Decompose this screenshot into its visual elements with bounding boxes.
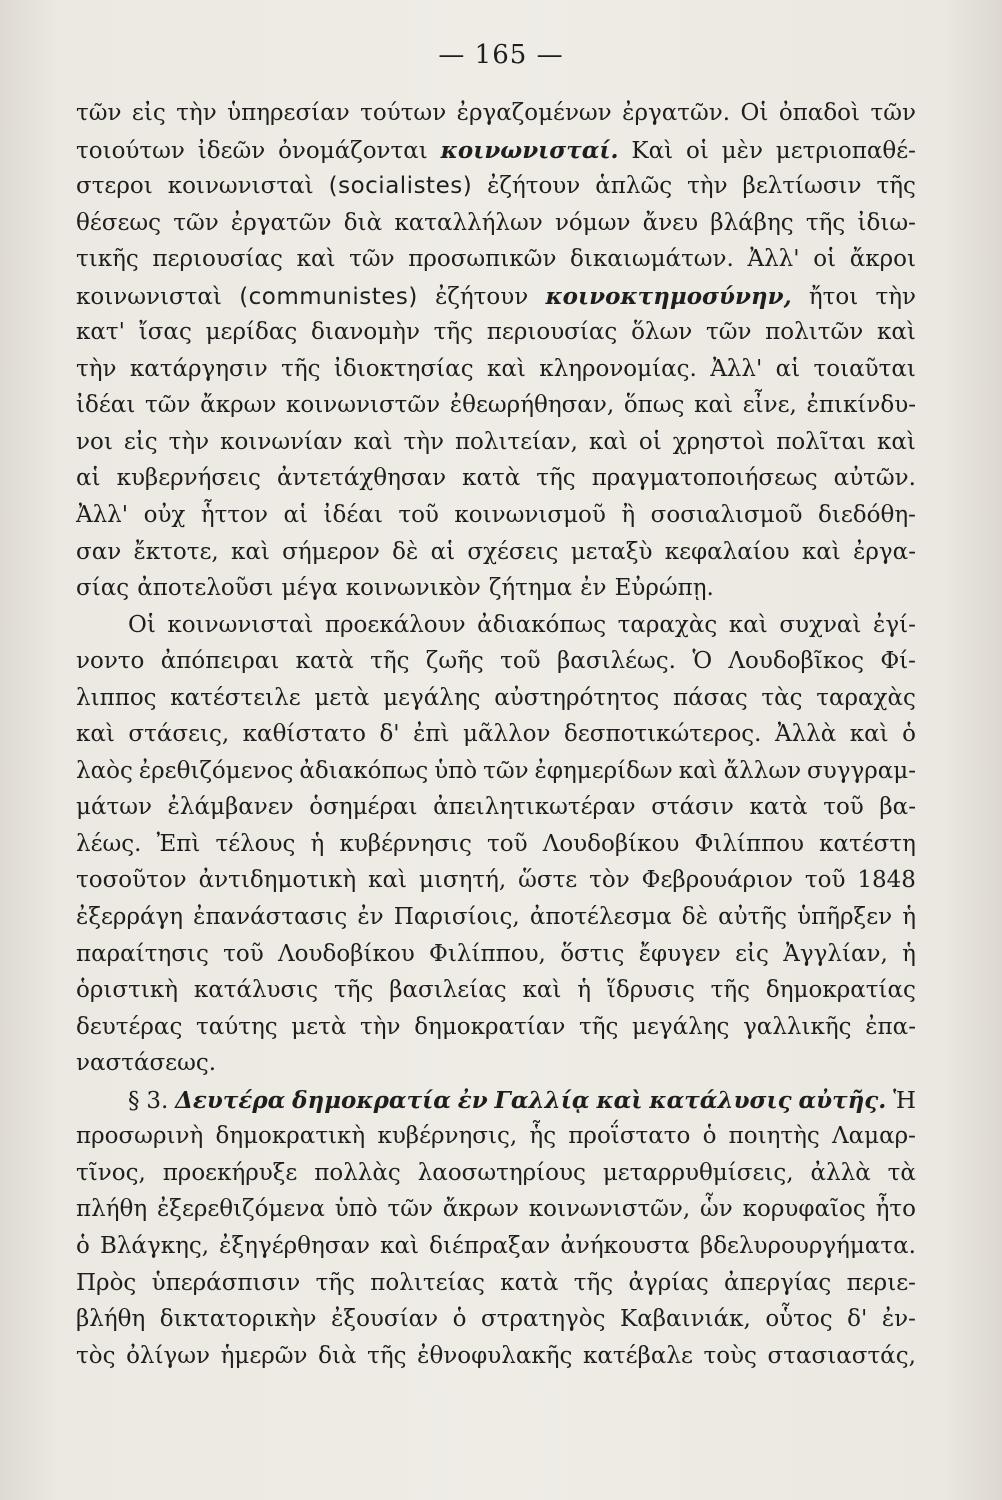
text-line: κατ' ἴσας μερίδας διανομὴν τῆς περιουσίας ὅλων τῶν πολιτῶν καὶ [76, 319, 916, 346]
text-line: λέως. Ἐπὶ τέλους ἡ κυβέρνησις τοῦ Λουδοβίκου Φιλίππου κατέστη [76, 830, 916, 857]
text-line: σίας ἀποτελοῦσι μέγα κοινωνικὸν ζήτημα ἐν Εὐρώπῃ. [76, 575, 714, 602]
text-line: θέσεως τῶν ἐργατῶν διὰ καταλλήλων νόμων ἄνευ βλάβης τῆς ἰδιω- [76, 209, 916, 236]
text-line: τὴν κατάργησιν τῆς ἰδιοκτησίας καὶ κληρονομίας. Ἀλλ' αἱ τοιαῦται [76, 355, 916, 382]
text-line: ὁριστικὴ κατάλυσις τῆς βασιλείας καὶ ἡ ἵδρυσις τῆς δημοκρατίας [76, 977, 916, 1004]
text-line: λιππος κατέστειλε μετὰ μεγάλης αὐστηρότητος πάσας τὰς ταραχὰς [76, 684, 916, 711]
text-line: καὶ στάσεις, καθίστατο δ' ἐπὶ μᾶλλον δεσποτικώτερος. Ἀλλὰ καὶ ὁ [76, 721, 916, 748]
text-line: στεροι κοινωνισταὶ (socialistes) ἐζήτουν ἁπλῶς τὴν βελτίωσιν τῆς [76, 173, 916, 200]
text-line: Οἱ κοινωνισταὶ προεκάλουν ἀδιακόπως ταραχὰς καὶ συχναὶ ἐγί- [128, 611, 916, 638]
text-line: Ἀλλ' οὐχ ἧττον αἱ ἰδέαι τοῦ κοινωνισμοῦ ἢ σοσιαλισμοῦ διεδόθη- [76, 502, 916, 529]
text-line: τὸς ὀλίγων ἡμερῶν διὰ τῆς ἐθνοφυλακῆς κατέβαλε τοὺς στασιαστάς, [76, 1342, 916, 1369]
text-line: πλήθη ἐξερεθιζόμενα ὑπὸ τῶν ἄκρων κοινωνιστῶν, ὧν κορυφαῖος ἦτο [76, 1196, 916, 1223]
text-line: νοντο ἀπόπειραι κατὰ τῆς ζωῆς τοῦ βασιλέως. Ὁ Λουδοβῖκος Φί- [76, 648, 916, 675]
text-line: τῶν εἰς τὴν ὑπηρεσίαν τούτων ἐργαζομένων ἐργατῶν. Οἱ ὀπαδοὶ τῶν [76, 100, 916, 126]
text-line: ἰδέαι τῶν ἄκρων κοινωνιστῶν ἐθεωρήθησαν, ὅπως καὶ εἶνε, ἐπικίνδυ- [76, 392, 916, 419]
text-line: τοιούτων ἰδεῶν ὀνομάζονται κοινωνισταί. Καὶ οἱ μὲν μετριοπαθέ- [76, 136, 916, 164]
text-line: μάτων ἐλάμβανεν ὁσημέραι ἀπειλητικωτέραν στάσιν κατὰ τοῦ βα- [76, 794, 916, 821]
text-line: τοσοῦτον ἀντιδημοτικὴ καὶ μισητή, ὥστε τὸν Φεβρουάριον τοῦ 1848 [76, 867, 916, 894]
body-text [76, 100, 916, 1379]
text-line: τῖνος, προεκήρυξε πολλὰς λαοσωτηρίους μεταρρυθμίσεις, ἀλλὰ τὰ [76, 1159, 916, 1186]
text-line: λαὸς ἐρεθιζόμενος ἀδιακόπως ὑπὸ τῶν ἐφημερίδων καὶ ἄλλων συγγραμ- [76, 757, 916, 784]
text-line: βλήθη δικτατορικὴν ἐξουσίαν ὁ στρατηγὸς Καβαινιάκ, οὗτος δ' ἐν- [76, 1306, 916, 1333]
page-number: — 165 — [438, 40, 564, 70]
text-line: σαν ἔκτοτε, καὶ σήμερον δὲ αἱ σχέσεις μεταξὺ κεφαλαίου καὶ ἐργα- [76, 538, 916, 565]
text-line: κοινωνισταὶ (communistes) ἐζήτουν κοινοκτημοσύνην, ἤτοι τὴν [76, 282, 916, 310]
text-line: ναστάσεως. [76, 1050, 217, 1077]
text-line: ὁ Βλάγκης, ἐξηγέρθησαν καὶ διέπραξαν ἀνήκουστα βδελυρουργήματα. [76, 1232, 916, 1259]
text-line: παραίτησις τοῦ Λουδοβίκου Φιλίππου, ὅστις ἔφυγεν εἰς Ἀγγλίαν, ἡ [76, 940, 916, 967]
text-line: νοι εἰς τὴν κοινωνίαν καὶ τὴν πολιτείαν, καὶ οἱ χρηστοὶ πολῖται καὶ [76, 428, 916, 455]
text-line: προσωρινὴ δημοκρατικὴ κυβέρνησις, ἧς προΐστατο ὁ ποιητὴς Λαμαρ- [76, 1123, 916, 1150]
text-line: § 3. Δευτέρα δημοκρατία ἐν Γαλλίᾳ καὶ κατάλυσις αὐτῆς. Ἡ [128, 1086, 916, 1114]
text-line: δευτέρας ταύτης μετὰ τὴν δημοκρατίαν τῆς μεγάλης γαλλικῆς ἐπα- [76, 1013, 916, 1040]
text-line: τικῆς περιουσίας καὶ τῶν προσωπικῶν δικαιωμάτων. Ἀλλ' οἱ ἄκροι [76, 246, 916, 273]
text-line: ἐξερράγη ἐπανάστασις ἐν Παρισίοις, ἀποτέλεσμα δὲ αὐτῆς ὑπῆρξεν ἡ [76, 904, 916, 931]
text-line: αἱ κυβερνήσεις ἀντετάχθησαν κατὰ τῆς πραγματοποιήσεως αὐτῶν. [76, 465, 916, 492]
text-line: Πρὸς ὑπεράσπισιν τῆς πολιτείας κατὰ τῆς ἀγρίας ἀπεργίας περιε- [76, 1269, 916, 1296]
